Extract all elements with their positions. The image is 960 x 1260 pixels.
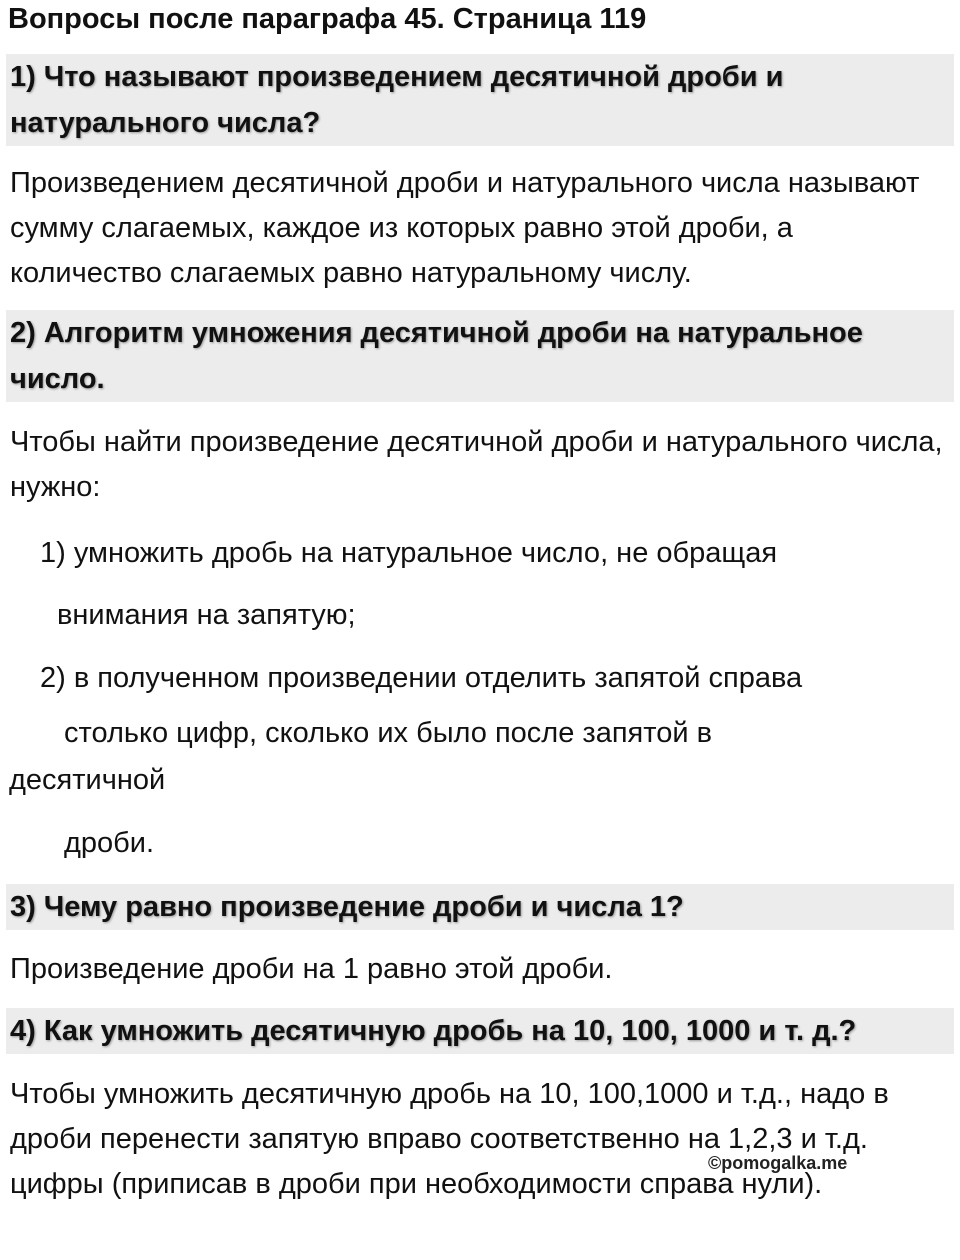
answer-2-intro: Чтобы найти произведение десятичной дроби и натурального числа, нужно:	[10, 426, 943, 503]
step-1-line-1: 1) умножить дробь на натуральное число, не обращая	[40, 537, 778, 569]
step-2-line-2: столько цифр, сколько их было после запятой в	[64, 717, 712, 749]
step-1-line-2: внимания на запятую;	[57, 599, 356, 631]
page-title: Вопросы после параграфа 45. Страница 119	[8, 3, 647, 35]
question-4: 4) Как умножить десятичную дробь на 10, 100, 1000 и т. д.?	[6, 1008, 954, 1054]
watermark: ©pomogalka.me	[708, 1153, 848, 1173]
step-2-line-1: 2) в полученном произведении отделить запятой справа	[40, 662, 803, 694]
answer-1: Произведением десятичной дроби и натурального числа называют сумму слагаемых, каждое из которых равно этой дроби, а количество слагаемых равно натуральному числу.	[10, 167, 920, 289]
question-1: 1) Что называют произведением десятичной дроби и натурального числа?	[6, 54, 954, 146]
question-2: 2) Алгоритм умножения десятичной дроби на натуральное число.	[6, 310, 954, 402]
answer-4: Чтобы умножить десятичную дробь на 10, 100,1000 и т.д., надо в дроби перенести запятую вправо соответственно на 1,2,3 и т.д. цифры (приписав в дроби при необходимости справа нули).	[10, 1078, 889, 1200]
question-3: 3) Чему равно произведение дроби и числа 1?	[6, 884, 954, 930]
step-2-line-3: десятичной	[9, 764, 166, 796]
step-2-line-4: дроби.	[64, 827, 155, 859]
answer-3: Произведение дроби на 1 равно этой дроби.	[10, 953, 613, 985]
